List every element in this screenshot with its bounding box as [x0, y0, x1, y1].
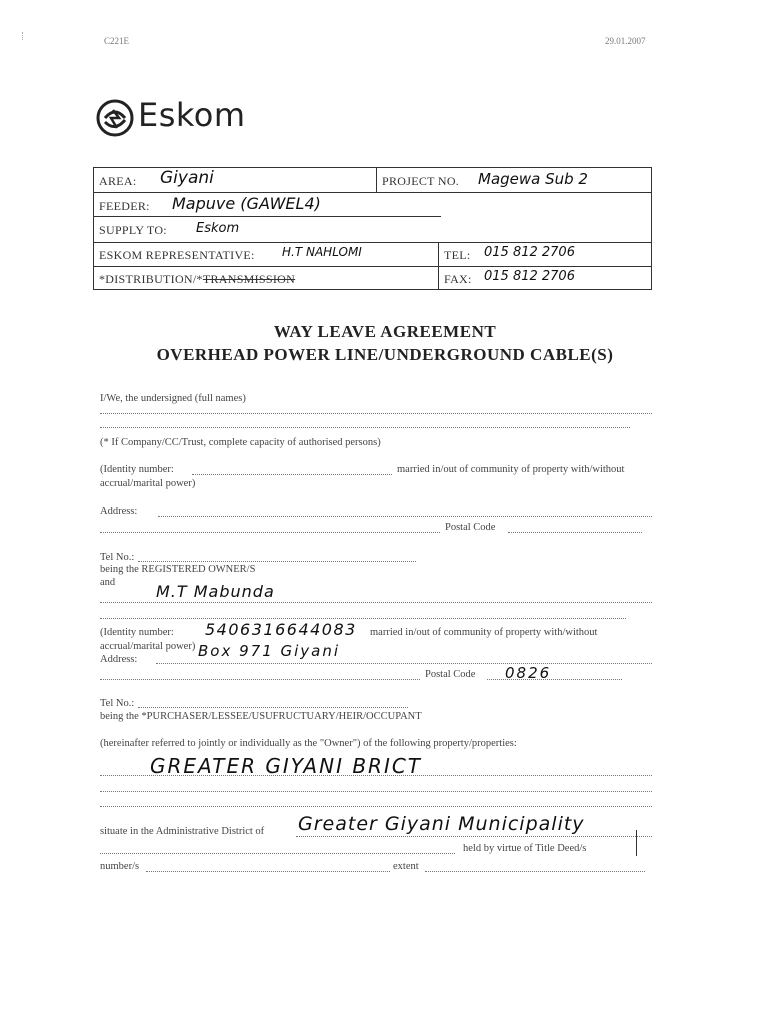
- property-line-1: [100, 775, 652, 776]
- fax-label: FAX:: [444, 272, 472, 286]
- extent-line: [425, 871, 645, 872]
- header-code: C221E: [104, 36, 130, 46]
- extent-text: extent: [393, 861, 419, 872]
- feeder-value: Mapuve (GAWEL4): [172, 194, 321, 213]
- tel-1-line: [138, 561, 416, 562]
- numbers-line: [146, 871, 390, 872]
- header-date: 29.01.2007: [605, 36, 646, 46]
- eskom-logo-icon: [95, 98, 135, 138]
- representative-label: ESKOM REPRESENTATIVE:: [99, 248, 255, 262]
- supply-label: SUPPLY TO:: [99, 223, 167, 237]
- address-2-label: Address:: [100, 654, 138, 665]
- fax-value: 015 812 2706: [484, 269, 575, 284]
- district-stroke: [636, 830, 637, 856]
- property-line-2: [100, 791, 652, 792]
- postal-1-line: [508, 532, 642, 533]
- address-1-label: Address:: [100, 506, 138, 517]
- supply-value: Eskom: [196, 221, 240, 236]
- district-line: [296, 836, 652, 837]
- identity-2-value: 5406316644083: [205, 620, 357, 639]
- identity-1-label: (Identity number:: [100, 464, 174, 475]
- deeds-text: held by virtue of Title Deed/s: [463, 843, 587, 854]
- address-1-line-2: [100, 532, 440, 533]
- purchaser-text: being the *PURCHASER/LESSEE/USUFRUCTUARY/HEIR/OCCUPANT: [100, 711, 422, 722]
- tel-label: TEL:: [444, 248, 471, 262]
- project-label: PROJECT NO.: [382, 174, 460, 188]
- owner-name-line-2: [100, 618, 626, 619]
- tel-2-line: [138, 707, 408, 708]
- accrual-2: accrual/marital power): [100, 641, 196, 652]
- names-line-2: [100, 427, 630, 428]
- address-2-line: [156, 663, 652, 664]
- project-value: Magewa Sub 2: [478, 170, 588, 188]
- registered-owner: being the REGISTERED OWNER/S: [100, 564, 256, 575]
- accrual-1: accrual/marital power): [100, 478, 196, 489]
- eskom-logo-text: Eskom: [138, 96, 246, 134]
- owner-name-line: [100, 602, 652, 603]
- address-2-line-2: [100, 679, 420, 680]
- postal-1-label: Postal Code: [445, 522, 496, 533]
- area-value: Giyani: [160, 168, 214, 188]
- distribution-label: *DISTRIBUTION/*TRANSMISSION: [99, 272, 296, 286]
- postal-2-label: Postal Code: [425, 669, 476, 680]
- identity-1-suffix: married in/out of community of property with/without: [397, 464, 625, 475]
- and-text: and: [100, 577, 116, 588]
- area-label: AREA:: [99, 174, 137, 188]
- undersigned-text: I/We, the undersigned (full names): [100, 393, 246, 404]
- feeder-label: FEEDER:: [99, 199, 150, 213]
- postal-2-line: [487, 679, 622, 680]
- hereinafter-text: (hereinafter referred to jointly or individually as the "Owner") of the following property/properties:: [100, 738, 517, 749]
- company-note: (* If Company/CC/Trust, complete capacity of authorised persons): [100, 437, 381, 448]
- property-line-3: [100, 806, 652, 807]
- agreement-subtitle: OVERHEAD POWER LINE/UNDERGROUND CABLE(S): [156, 345, 614, 364]
- property-value: GREATER GIYANI BRICT: [150, 754, 423, 778]
- owner-name-value: M.T Mabunda: [156, 582, 275, 601]
- names-line-1: [100, 413, 652, 414]
- punch-mark: [22, 32, 25, 40]
- tel-value: 015 812 2706: [484, 245, 575, 260]
- identity-2-suffix: married in/out of community of property with/without: [370, 627, 598, 638]
- identity-2-label: (Identity number:: [100, 627, 174, 638]
- address-1-line: [158, 516, 652, 517]
- tel-2-label: Tel No.:: [100, 698, 135, 709]
- representative-value: H.T NAHLOMI: [282, 245, 362, 259]
- deeds-line: [100, 853, 455, 854]
- header-form: [93, 167, 652, 290]
- numbers-text: number/s: [100, 861, 140, 872]
- tel-1-label: Tel No.:: [100, 552, 135, 563]
- address-2-value: Box 971 Giyani: [198, 642, 341, 660]
- postal-2-value: 0826: [505, 664, 552, 682]
- district-value: Greater Giyani Municipality: [298, 813, 585, 835]
- agreement-title: WAY LEAVE AGREEMENT: [273, 322, 497, 341]
- identity-1-line: [192, 474, 392, 475]
- situate-text: situate in the Administrative District of: [100, 826, 265, 837]
